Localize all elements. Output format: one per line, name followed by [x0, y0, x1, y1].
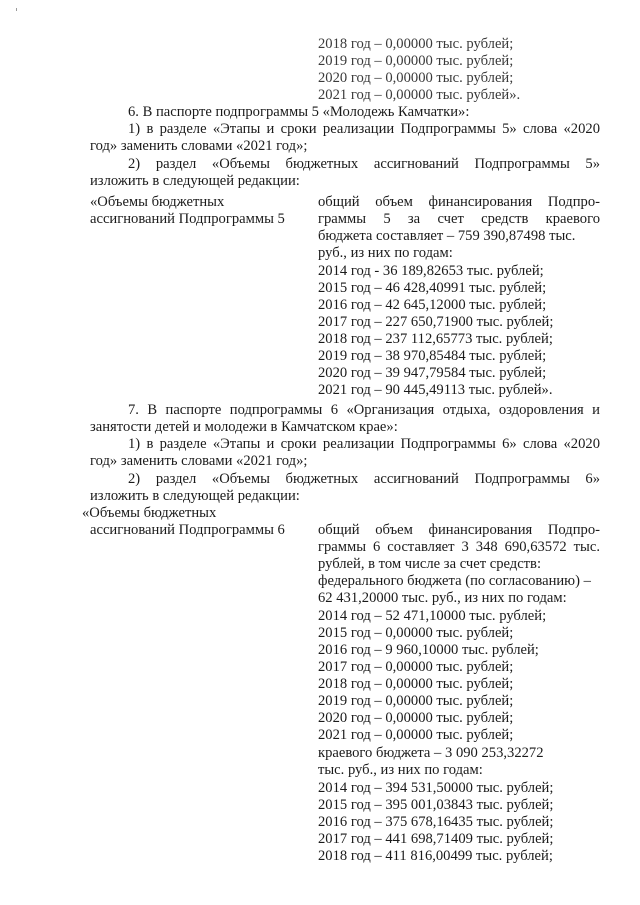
- item7-heading-line1: 7. В паспорте подпрограммы 6 «Организация отдыха, оздоровления и: [128, 402, 600, 418]
- item6-right-line: общий объем финансирования Подпро-: [318, 194, 600, 210]
- item7-federal-year-line: 2016 год – 9 960,10000 тыс. рублей;: [318, 642, 539, 658]
- item7-regional-year-line: 2015 год – 395 001,03843 тыс. рублей;: [318, 797, 554, 813]
- item7-right-line: рублей, в том числе за счет средств:: [318, 556, 542, 572]
- item7-federal-year-line: 2015 год – 0,00000 тыс. рублей;: [318, 625, 514, 641]
- item6-year-line: 2019 год – 38 970,85484 тыс. рублей;: [318, 348, 547, 364]
- item6-right-line: граммы 5 за счет средств краевого: [318, 211, 600, 227]
- scan-mark: [16, 8, 17, 11]
- item6-right-line: бюджета составляет – 759 390,87498 тыс.: [318, 228, 576, 244]
- item6-year-line: 2017 год – 227 650,71900 тыс. рублей;: [318, 314, 554, 330]
- item7-right-line: 62 431,20000 тыс. руб., из них по годам:: [318, 590, 567, 606]
- item7-federal-year-line: 2019 год – 0,00000 тыс. рублей;: [318, 693, 514, 709]
- item7-regional-line1: краевого бюджета – 3 090 253,32272: [318, 745, 544, 761]
- item6-left-label-line2: ассигнований Подпрограммы 5: [90, 211, 285, 227]
- item6-year-line: 2016 год – 42 645,12000 тыс. рублей;: [318, 297, 547, 313]
- item7-p1-line2: год» заменить словами «2021 год»;: [90, 453, 308, 469]
- item7-federal-year-line: 2020 год – 0,00000 тыс. рублей;: [318, 710, 514, 726]
- item6-year-line: 2021 год – 90 445,49113 тыс. рублей».: [318, 382, 553, 398]
- item7-federal-year-line: 2021 год – 0,00000 тыс. рублей;: [318, 727, 514, 743]
- item7-right-line: граммы 6 составляет 3 348 690,63572 тыс.: [318, 539, 600, 555]
- item7-p2-line2: изложить в следующей редакции:: [90, 488, 300, 504]
- item7-federal-year-line: 2014 год – 52 471,10000 тыс. рублей;: [318, 608, 547, 624]
- item6-p2-line1: 2) раздел «Объемы бюджетных ассигнований Подпрограммы 5»: [128, 156, 600, 172]
- item6-year-line: 2015 год – 46 428,40991 тыс. рублей;: [318, 280, 547, 296]
- item6-year-line: 2014 год - 36 189,82653 тыс. рублей;: [318, 263, 544, 279]
- item7-regional-year-line: 2018 год – 411 816,00499 тыс. рублей;: [318, 848, 553, 864]
- item7-regional-line2: тыс. руб., из них по годам:: [318, 762, 483, 778]
- item6-year-line: 2018 год – 237 112,65773 тыс. рублей;: [318, 331, 553, 347]
- item6-left-label-line1: «Объемы бюджетных: [90, 194, 225, 210]
- item7-regional-year-line: 2017 год – 441 698,71409 тыс. рублей;: [318, 831, 554, 847]
- item6-p2-line2: изложить в следующей редакции:: [90, 173, 300, 189]
- top-year-line: 2018 год – 0,00000 тыс. рублей;: [318, 36, 514, 52]
- item6-heading: 6. В паспорте подпрограммы 5 «Молодежь Камчатки»:: [128, 104, 470, 120]
- item7-federal-year-line: 2018 год – 0,00000 тыс. рублей;: [318, 676, 514, 692]
- top-year-line: 2019 год – 0,00000 тыс. рублей;: [318, 53, 514, 69]
- top-year-line: 2020 год – 0,00000 тыс. рублей;: [318, 70, 514, 86]
- item6-right-line: руб., из них по годам:: [318, 245, 453, 261]
- item7-left-label-line1: «Объемы бюджетных: [82, 505, 217, 521]
- item7-p1-line1: 1) в разделе «Этапы и сроки реализации Подпрограммы 6» слова «2020: [128, 436, 600, 452]
- item7-p2-line1: 2) раздел «Объемы бюджетных ассигнований Подпрограммы 6»: [128, 471, 600, 487]
- item7-right-line: федерального бюджета (по согласованию) –: [318, 573, 591, 589]
- top-year-line: 2021 год – 0,00000 тыс. рублей».: [318, 87, 521, 103]
- item7-right-line: общий объем финансирования Подпро-: [318, 522, 600, 538]
- item7-federal-year-line: 2017 год – 0,00000 тыс. рублей;: [318, 659, 514, 675]
- item6-p1-line2: год» заменить словами «2021 год»;: [90, 138, 308, 154]
- item6-year-line: 2020 год – 39 947,79584 тыс. рублей;: [318, 365, 547, 381]
- item7-regional-year-line: 2014 год – 394 531,50000 тыс. рублей;: [318, 780, 554, 796]
- item7-left-label-line2: ассигнований Подпрограммы 6: [90, 522, 285, 538]
- item7-heading-line2: занятости детей и молодежи в Камчатском крае»:: [90, 419, 398, 435]
- item7-regional-year-line: 2016 год – 375 678,16435 тыс. рублей;: [318, 814, 554, 830]
- item6-p1-line1: 1) в разделе «Этапы и сроки реализации Подпрограммы 5» слова «2020: [128, 121, 600, 137]
